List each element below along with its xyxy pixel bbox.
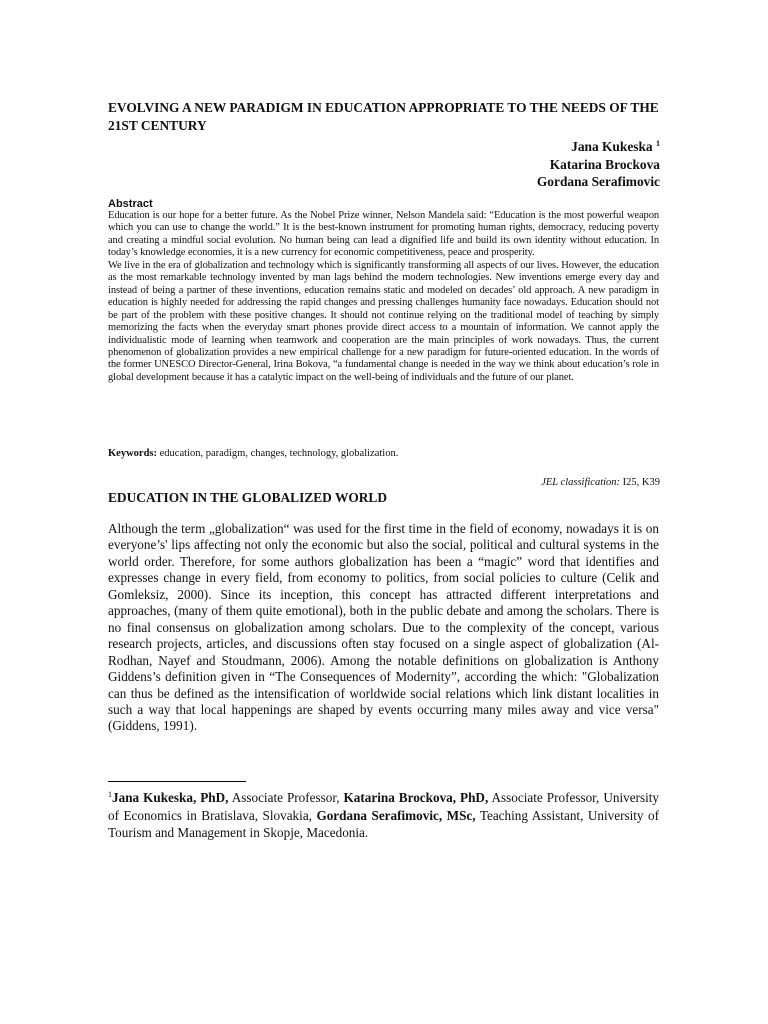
author-2-name: Katarina Brockova: [549, 156, 660, 172]
footnote-role-2: Associate Professor, University of Economics in Bratislava, Slovakia,: [108, 790, 659, 823]
abstract-body: [108, 210, 659, 384]
keywords-line: [108, 447, 659, 460]
abstract-paragraph-2: We live in the era of globalization and technology which is significantly transforming all aspects of our lives. However, the education as the most remarkable technology invented by man lags behind the modern technologies. New inventions emerge every day and instead of being a partner of these inventions, education remains static and modeled on decades’ old approach. A new paradigm in education is highly needed for addressing the rapid changes and pressing challenges humanity face nowadays. Education should not be part of the problem with these positive changes. It should not continue relying on the traditional model of teaching by simply memorizing the facts when the everyday smart phones provide direct access to a mountain of information. We cannot apply the individualistic mode of learning when teamwork and cooperation are the main principles of work nowadays. Thus, the current phenomenon of globalization provides a new empirical challenge for a new paradigm for future-oriented education. In the words of the former UNESCO Director-General, Irina Bokova, “a fundamental change is needed in the way we think about education’s role in global development because it has a catalytic impact on the well-being of individuals and the future of our planet.: [108, 259, 659, 383]
footnote-mark: 1: [108, 790, 112, 799]
abstract-paragraph-1: Education is our hope for a better future. As the Nobel Prize winner, Nelson Mandela said: “Education is the most powerful weapon which you can use to change the world.” It is the best-known instrument for promoting human rights, democracy, reducing poverty and creating a mindful social evolution. No human being can lead a dignified life and build its own identity without education. In today’s knowledge economies, it is a new currency for economic competitiveness, peace and prosperity.: [108, 210, 659, 259]
section-heading: EDUCATION IN THE GLOBALIZED WORLD: [108, 490, 388, 505]
footnote: [108, 786, 659, 842]
abstract-heading: Abstract: [108, 198, 153, 210]
author-3: [537, 173, 660, 191]
footnote-divider: [108, 781, 246, 782]
jel-classification: [541, 476, 660, 489]
author-1: [537, 135, 660, 156]
section-paragraph: Although the term „globalization“ was used for the first time in the field of economy, nowadays it is on everyone’s' lips affecting not only the economic but also the social, political and cultural systems in the world order. Therefore, for some authors globalization has been a “magic” word that identifies and expresses change in every field, from economy to politics, from social policies to culture (Celik and Gomleksiz, 2000). Since its inception, this concept has attracted different interpretations and approaches, (many of them quite emotional), both in the public debate and among the scholars. There is no final consensus on globalization among scholars. Due to the complexity of the concept, various research projects, articles, and discussions often stay focused on a single aspect of globalization (Al-Rodhan, Nayef and Stoudmann, 2006). Among the notable definitions on globalization is Anthony Giddens’s definition given in “The Consequences of Modernity”, according the which: "Globalization can thus be defined as the intensification of worldwide social relations which link distant localities in such a way that local happenings are shaped by events occurring many miles away and vice versa"(Giddens, 1991).: [108, 521, 659, 734]
paper-title: EVOLVING A NEW PARADIGM IN EDUCATION APPROPRIATE TO THE NEEDS OF THE 21ST CENTURY: [108, 100, 659, 133]
jel-codes: I25, K39: [620, 477, 660, 488]
author-2: [537, 156, 660, 174]
author-3-name: Gordana Serafimovic: [536, 174, 660, 189]
footnote-author-3: Gordana Serafimovic, MSc,: [316, 807, 476, 823]
keywords-text: education, paradigm, changes, technology, globalization.: [157, 448, 399, 459]
author-1-name: Jana Kukeska: [571, 139, 653, 154]
footnote-author-1: Jana Kukeska, PhD,: [112, 790, 229, 805]
jel-label: JEL classification:: [541, 477, 621, 488]
footnote-author-2: Katarina Brockova, PhD,: [343, 790, 489, 805]
keywords-label: Keywords:: [108, 448, 157, 459]
footnote-role-1: Associate Professor,: [228, 790, 344, 805]
footnote-role-3: Teaching Assistant, University of Tourism and Management in Skopje, Macedonia.: [108, 807, 659, 840]
author-list: [537, 135, 660, 191]
author-1-footnote-mark: 1: [656, 139, 660, 148]
